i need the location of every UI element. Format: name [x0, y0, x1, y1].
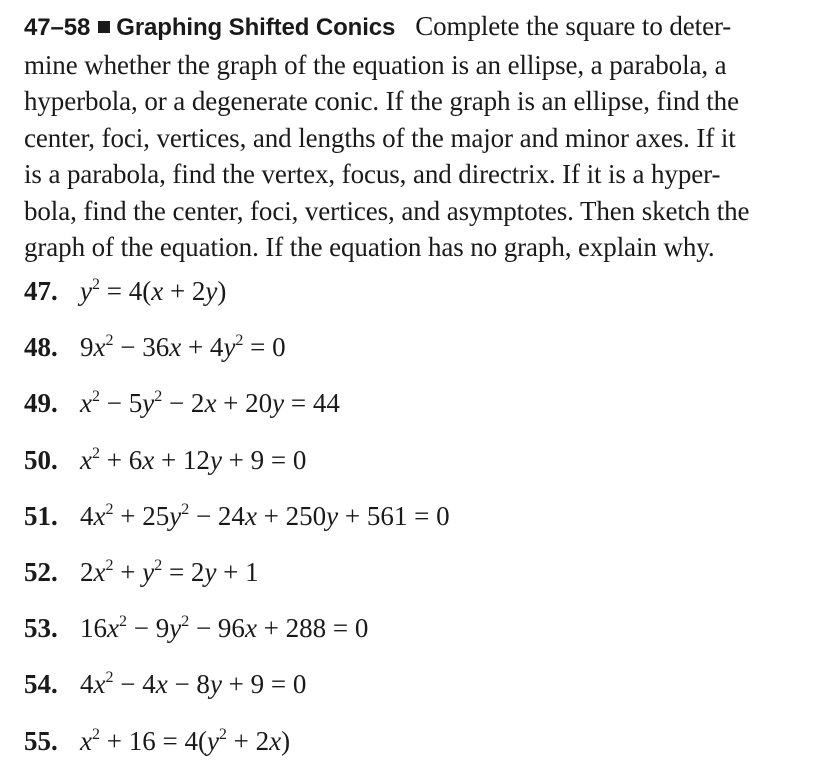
section-instructions	[24, 8, 820, 266]
problem-number: 50.	[24, 444, 58, 475]
problem-list	[24, 276, 450, 782]
problem-item	[24, 501, 450, 557]
instruction-line: center, foci, vertices, and lengths of the major and minor axes. If it	[24, 122, 736, 153]
problem-equation: $9x^2 - 36x + 4y^2 = 0$	[80, 332, 286, 363]
instruction-text: Complete the square to deter-	[415, 11, 732, 41]
problem-number: 48.	[24, 332, 58, 363]
problem-item	[24, 388, 450, 444]
problem-equation: $x^2 + 16 = 4(y^2 + 2x)$	[80, 725, 291, 756]
problem-equation: $2x^2 + y^2 = 2y + 1$	[80, 556, 259, 587]
problem-item	[24, 445, 450, 501]
problem-item	[24, 557, 450, 613]
problem-item	[24, 613, 450, 669]
problem-equation: $x^2 - 5y^2 - 2x + 20y = 44$	[80, 388, 340, 419]
problem-number: 55.	[24, 725, 58, 756]
section-title: Graphing Shifted Conics	[116, 14, 396, 41]
problem-equation: $x^2 + 6x + 12y + 9 = 0$	[80, 444, 307, 475]
problem-number: 49.	[24, 388, 58, 419]
instruction-line: graph of the equation. If the equation has no graph, explain why.	[24, 232, 715, 262]
problem-number: 52.	[24, 556, 58, 587]
problem-item	[24, 332, 450, 388]
instruction-line: hyperbola, or a degenerate conic. If the graph is an ellipse, find the	[24, 86, 739, 116]
section-range: 47–58	[24, 14, 91, 41]
problem-equation: $16x^2 - 9y^2 - 96x + 288 = 0$	[80, 613, 369, 644]
textbook-page	[24, 8, 820, 756]
instruction-line: mine whether the graph of the equation is an ellipse, a parabola, a	[24, 49, 727, 80]
problem-number: 47.	[24, 276, 58, 306]
problem-equation: $y^2 = 4(x + 2y)$	[80, 276, 227, 306]
problem-item	[24, 726, 450, 782]
problem-number: 51.	[24, 500, 58, 531]
instruction-line: is a parabola, find the vertex, focus, and directrix. If it is a hyper-	[24, 159, 721, 189]
problem-item	[24, 669, 450, 725]
problem-equation: $4x^2 - 4x - 8y + 9 = 0$	[80, 669, 307, 700]
square-bullet-icon	[98, 21, 110, 33]
instruction-line	[24, 8, 820, 47]
problem-equation: $4x^2 + 25y^2 - 24x + 250y + 561 = 0$	[80, 500, 450, 531]
instruction-line: bola, find the center, foci, vertices, and asymptotes. Then sketch the	[24, 195, 750, 226]
problem-number: 54.	[24, 669, 58, 700]
problem-item	[24, 276, 450, 332]
problem-number: 53.	[24, 613, 58, 644]
